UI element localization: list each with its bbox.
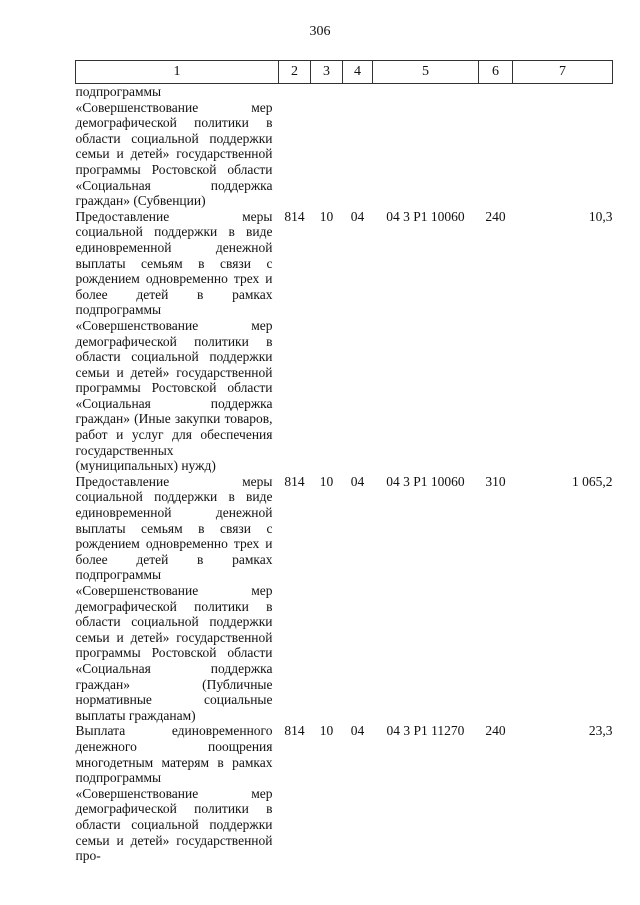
column-header-5: 5 [373,61,479,84]
row-sum: 10,3 [588,208,613,224]
row-csr [373,84,479,209]
column-header-1: 1 [76,61,279,84]
row-rz: 10 [319,723,334,739]
table-row [76,723,613,863]
row-vr: 310 [485,473,506,489]
column-header-4: 4 [343,61,373,84]
row-ved: 814 [284,208,305,224]
row-pr: 04 [350,208,365,224]
row-vr: 240 [485,723,506,739]
row-sum: 23,3 [588,723,613,739]
row-description: подпрограммы «Совершенствование мер демографической политики в области социальной поддержки семьи и детей» государственной программы Ростовской области «Социальная поддержка граждан» (Субвенции) [75,84,273,209]
row-pr [343,84,373,209]
row-csr: 04 3 P1 11270 [386,723,465,739]
column-header-2: 2 [279,61,311,84]
row-rz [311,84,343,209]
row-pr: 04 [350,473,365,489]
row-description: Предоставление меры социальной поддержки в виде единовременной денежной выплаты семьям в связи с рождением одновременно трех и более детей в рамках подпрограммы «Совершенствование мер демографической политики в области социальной поддержки семьи и детей» государственной программы Ростовской области «Социальная поддержка граждан» (Иные закупки товаров, работ и услуг для обеспечения государственных (муниципальных) нужд) [75,208,273,474]
table-row [76,474,613,724]
table-header-row [76,61,613,84]
budget-table [75,60,613,864]
row-sum [513,84,613,209]
row-description: Выплата единовременного денежного поощрения многодетным матерям в рамках подпрограммы «Совершенствование мер демографической политики в области социальной поддержки семьи и детей» государственной про- [75,723,273,864]
table-row [76,84,613,209]
row-ved: 814 [284,473,305,489]
row-ved [279,84,311,209]
row-rz: 10 [319,208,334,224]
column-header-3: 3 [311,61,343,84]
row-rz: 10 [319,473,334,489]
row-csr: 04 3 P1 10060 [386,208,465,224]
row-vr: 240 [485,208,506,224]
row-pr: 04 [350,723,365,739]
column-header-6: 6 [479,61,513,84]
table-row [76,209,613,474]
page-number: 306 [309,24,331,39]
row-sum: 1 065,2 [572,473,613,489]
row-ved: 814 [284,723,305,739]
column-header-7: 7 [513,61,613,84]
row-csr: 04 3 P1 10060 [386,473,465,489]
row-vr [479,84,513,209]
row-description: Предоставление меры социальной поддержки в виде единовременной денежной выплаты семьям в связи с рождением одновременно трех и более детей в рамках подпрограммы «Совершенствование мер демографической политики в области социальной поддержки семьи и детей» государственной программы Ростовской области «Социальная поддержка граждан» (Публичные нормативные социальные выплаты гражданам) [75,473,273,723]
